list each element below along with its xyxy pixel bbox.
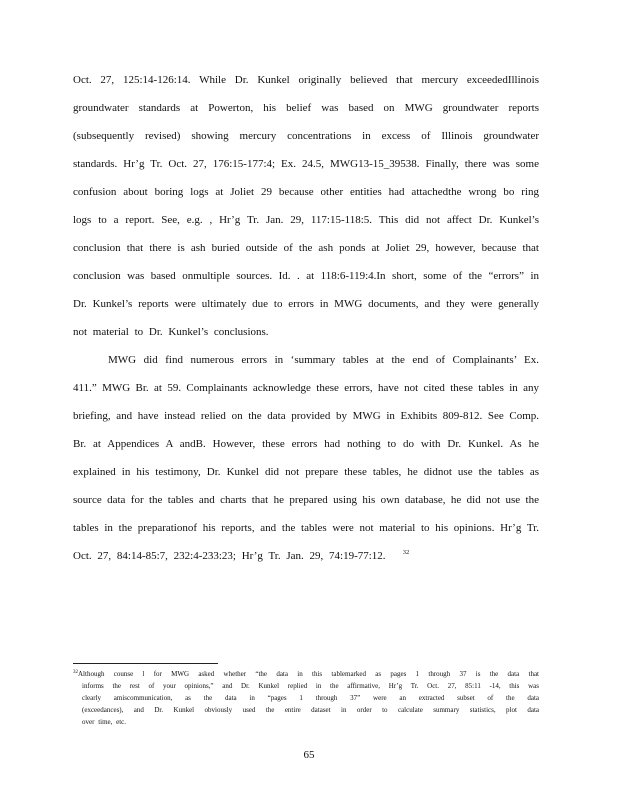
body-line: (subsequently revised) showing mercury concentrations in excess of Illinois groundwater xyxy=(73,130,539,142)
footnote-line xyxy=(73,670,539,680)
body-line-text: Oct. 27, 84:14-85:7, 232:4-233:23; Hr’g Tr. Jan. 29, 74:19-77:12. xyxy=(73,550,386,562)
footnote-reference: 32 xyxy=(402,549,410,556)
body-line: 411.” MWG Br. at 59. Complainants acknowledge these errors, have not cited these tables in any xyxy=(73,382,539,394)
footnote-line: (exceedances), and Dr. Kunkel obviously used the entire dataset in order to calculate summary statistics, plot data xyxy=(82,706,539,714)
footnote-line: over time, etc. xyxy=(82,718,127,726)
body-line-last xyxy=(73,549,539,565)
body-line: source data for the tables and charts that he prepared using his own database, he did not use the xyxy=(73,494,539,506)
footnote-number: 32 xyxy=(73,670,78,675)
body-line: conclusion was based onmultiple sources. Id. . at 118:6-119:4.In short, some of the “errors” in xyxy=(73,270,539,282)
body-line: Br. at Appendices A andB. However, these errors had nothing to do with Dr. Kunkel. As he xyxy=(73,438,539,450)
body-line: briefing, and have instead relied on the data provided by MWG in Exhibits 809-812. See Comp. xyxy=(73,410,539,422)
footnote-line: clearly amiscommunication, as the data in “pages 1 through 37” were an extracted subset of the data xyxy=(82,694,539,702)
body-line: standards. Hr’g Tr. Oct. 27, 176:15-177:4; Ex. 24.5, MWG13-15_39538. Finally, there was some xyxy=(73,158,539,170)
body-line: conclusion that there is ash buried outside of the ash ponds at Joliet 29, however, because that xyxy=(73,242,539,254)
body-line: explained in his testimony, Dr. Kunkel did not prepare these tables, he didnot use the tables as xyxy=(73,466,539,478)
body-line: groundwater standards at Powerton, his belief was based on MWG groundwater reports xyxy=(73,102,539,114)
body-line: Dr. Kunkel’s reports were ultimately due to errors in MWG documents, and they were generally xyxy=(73,298,539,310)
footnote-text: Although counse l for MWG asked whether “the data in this tablemarked as pages 1 through 37 is the data that xyxy=(78,670,539,678)
footnote-line: informs the rest of your opinions,” and Dr. Kunkel replied in the affirmative, Hr’g Tr. Oct. 27, 85:11 -14, this was xyxy=(82,682,539,690)
paragraph-first-line: MWG did find numerous errors in ‘summary tables at the end of Complainants’ Ex. xyxy=(108,354,539,366)
body-line: logs to a report. See, e.g. , Hr’g Tr. Jan. 29, 117:15-118:5. This did not affect Dr. Kunkel’s xyxy=(73,214,539,226)
body-line: tables in the preparationof his reports, and the tables were not material to his opinions. Hr’g Tr. xyxy=(73,522,539,534)
body-line: confusion about boring logs at Joliet 29 because other entities had attachedthe wrong bo ring xyxy=(73,186,539,198)
page-number: 65 xyxy=(303,749,315,761)
footnote-divider xyxy=(73,663,218,664)
body-line: not material to Dr. Kunkel’s conclusions. xyxy=(73,326,269,338)
body-line: Oct. 27, 125:14-126:14. While Dr. Kunkel originally believed that mercury exceededIllinois xyxy=(73,74,539,86)
